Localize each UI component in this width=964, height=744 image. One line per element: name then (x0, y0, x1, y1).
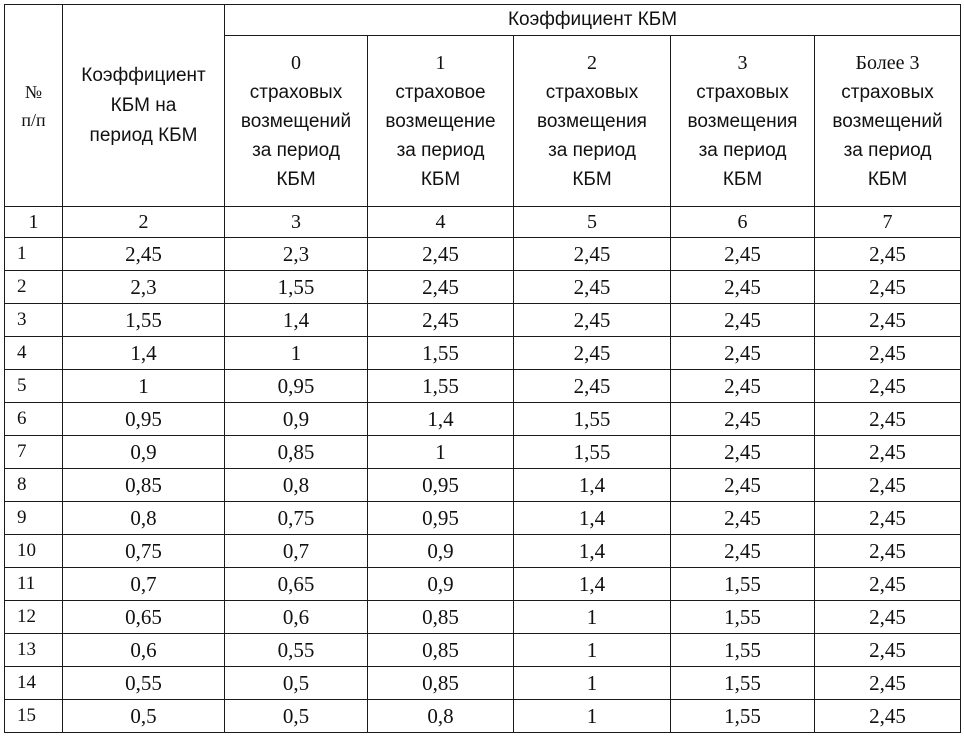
header-num-sign: № (24, 81, 43, 102)
coefficient-cell: 1,4 (514, 568, 671, 601)
coefficient-cell: 1,55 (671, 667, 815, 700)
coefficient-cell: 1,4 (225, 304, 368, 337)
subheader-claims-count: Более 3 (855, 51, 920, 74)
coefficient-cell: 2,45 (671, 469, 815, 502)
subheader-claims-text: КБМ (572, 168, 612, 190)
coefficient-cell: 2,45 (368, 271, 514, 304)
coefficient-cell: 2,45 (671, 271, 815, 304)
coefficient-cell: 0,95 (63, 403, 225, 436)
coefficient-cell: 2,45 (63, 238, 225, 271)
row-number-cell: 14 (5, 667, 63, 700)
coefficient-cell: 0,85 (225, 436, 368, 469)
subheader-claims-text: страховых (696, 81, 789, 103)
column-index-cell: 3 (225, 207, 368, 238)
coefficient-cell: 2,45 (815, 304, 961, 337)
subheader-claims-count: 1 (435, 51, 446, 74)
column-index-cell: 5 (514, 207, 671, 238)
coefficient-cell: 0,5 (63, 700, 225, 733)
coefficient-cell: 0,8 (225, 469, 368, 502)
header-row-number (5, 5, 63, 207)
table-row (5, 271, 961, 304)
table-header (5, 5, 961, 238)
header-period-coefficient-line: Коэффициент (81, 64, 206, 86)
coefficient-cell: 1 (368, 436, 514, 469)
subheader-claims-text: КБМ (867, 168, 908, 190)
coefficient-cell: 1,55 (671, 700, 815, 733)
table-row (5, 601, 961, 634)
coefficient-cell: 2,45 (514, 304, 671, 337)
coefficient-cell: 0,8 (368, 700, 514, 733)
row-number-cell: 10 (5, 535, 63, 568)
coefficient-cell: 1,55 (368, 370, 514, 403)
subheader-claims-2 (514, 36, 671, 207)
coefficient-cell: 0,65 (63, 601, 225, 634)
coefficient-cell: 0,9 (63, 436, 225, 469)
row-number-cell: 3 (5, 304, 63, 337)
coefficient-cell: 0,7 (225, 535, 368, 568)
table-row (5, 502, 961, 535)
subheader-claims-text: возмещения (687, 110, 798, 132)
coefficient-cell: 2,45 (815, 634, 961, 667)
coefficient-cell: 2,45 (815, 601, 961, 634)
coefficient-cell: 1 (514, 634, 671, 667)
subheader-claims-text: за период (698, 139, 787, 161)
subheader-claims-text: возмещение (385, 110, 496, 132)
coefficient-cell: 1 (514, 667, 671, 700)
coefficient-cell: 2,45 (815, 370, 961, 403)
coefficient-cell: 2,45 (815, 436, 961, 469)
row-number-cell: 4 (5, 337, 63, 370)
row-number-cell: 9 (5, 502, 63, 535)
coefficient-cell: 2,45 (671, 502, 815, 535)
coefficient-cell: 2,45 (815, 667, 961, 700)
subheader-claims-text: за период (843, 139, 932, 161)
coefficient-cell: 2,45 (815, 502, 961, 535)
table-row (5, 568, 961, 601)
coefficient-cell: 1 (63, 370, 225, 403)
coefficient-cell: 0,85 (368, 601, 514, 634)
coefficient-cell: 2,45 (514, 337, 671, 370)
coefficient-cell: 2,45 (815, 337, 961, 370)
coefficient-cell: 0,9 (368, 535, 514, 568)
table-row (5, 634, 961, 667)
coefficient-cell: 0,95 (368, 469, 514, 502)
subheader-claims-count: 3 (737, 51, 748, 74)
table-row (5, 667, 961, 700)
coefficient-cell: 0,85 (368, 667, 514, 700)
coefficient-cell: 0,7 (63, 568, 225, 601)
column-index-row (5, 207, 961, 238)
subheader-claims-0 (225, 36, 368, 207)
row-number-cell: 12 (5, 601, 63, 634)
coefficient-cell: 2,45 (671, 238, 815, 271)
coefficient-cell: 2,45 (514, 238, 671, 271)
kbm-coefficient-table (4, 4, 961, 733)
coefficient-cell: 2,45 (671, 337, 815, 370)
table-row (5, 403, 961, 436)
coefficient-cell: 1,55 (368, 337, 514, 370)
coefficient-cell: 2,45 (368, 304, 514, 337)
coefficient-cell: 2,45 (815, 535, 961, 568)
subheader-claims-count: 2 (587, 51, 597, 74)
header-num-abbrev: п/п (21, 109, 46, 130)
coefficient-cell: 2,45 (815, 403, 961, 436)
header-period-coefficient-line: КБМ на (110, 94, 177, 116)
subheader-claims-text: за период (252, 139, 340, 161)
coefficient-cell: 2,3 (225, 238, 368, 271)
coefficient-cell: 2,45 (671, 403, 815, 436)
coefficient-cell: 1,4 (514, 502, 671, 535)
coefficient-cell: 2,45 (671, 304, 815, 337)
coefficient-cell: 1 (514, 601, 671, 634)
row-number-cell: 13 (5, 634, 63, 667)
column-index-cell: 6 (671, 207, 815, 238)
coefficient-cell: 1,4 (514, 535, 671, 568)
subheader-claims-text: возмещения (537, 110, 647, 132)
header-period-coefficient (63, 5, 225, 207)
coefficient-cell: 2,45 (671, 535, 815, 568)
subheader-claims-3 (671, 36, 815, 207)
subheader-claims-text: возмещений (832, 110, 943, 132)
subheader-claims-text: возмещений (240, 110, 352, 132)
row-number-cell: 1 (5, 238, 63, 271)
coefficient-cell: 1,55 (671, 634, 815, 667)
table-row (5, 370, 961, 403)
coefficient-cell: 2,45 (815, 469, 961, 502)
subheader-claims-text: КБМ (722, 168, 763, 190)
coefficient-cell: 2,45 (815, 271, 961, 304)
coefficient-cell: 0,6 (225, 601, 368, 634)
row-number-cell: 5 (5, 370, 63, 403)
coefficient-cell: 0,75 (225, 502, 368, 535)
header-period-coefficient-line: период КБМ (89, 124, 198, 146)
column-index-cell: 1 (5, 207, 63, 238)
coefficient-cell: 1,55 (63, 304, 225, 337)
subheader-claims-text: страховое (395, 81, 486, 103)
table-row (5, 304, 961, 337)
subheader-claims-text: страховых (545, 81, 639, 103)
row-number-cell: 7 (5, 436, 63, 469)
coefficient-cell: 2,45 (368, 238, 514, 271)
subheader-claims-4 (815, 36, 961, 207)
coefficient-cell: 1,55 (225, 271, 368, 304)
coefficient-cell: 0,5 (225, 700, 368, 733)
table-row (5, 700, 961, 733)
coefficient-cell: 1,55 (671, 568, 815, 601)
subheader-claims-text: страховых (841, 81, 934, 103)
coefficient-cell: 1,55 (514, 436, 671, 469)
subheader-claims-count: 0 (291, 51, 301, 74)
coefficient-cell: 2,3 (63, 271, 225, 304)
coefficient-cell: 0,55 (63, 667, 225, 700)
row-number-cell: 8 (5, 469, 63, 502)
table-body (5, 238, 961, 733)
coefficient-cell: 1,55 (514, 403, 671, 436)
coefficient-cell: 2,45 (671, 436, 815, 469)
coefficient-cell: 0,55 (225, 634, 368, 667)
coefficient-cell: 0,5 (225, 667, 368, 700)
coefficient-cell: 0,9 (368, 568, 514, 601)
coefficient-cell: 0,9 (225, 403, 368, 436)
column-index-cell: 2 (63, 207, 225, 238)
coefficient-cell: 0,65 (225, 568, 368, 601)
coefficient-cell: 0,95 (368, 502, 514, 535)
row-number-cell: 2 (5, 271, 63, 304)
row-number-cell: 6 (5, 403, 63, 436)
coefficient-cell: 1,55 (671, 601, 815, 634)
coefficient-cell: 0,8 (63, 502, 225, 535)
table-row (5, 469, 961, 502)
coefficient-cell: 1 (225, 337, 368, 370)
coefficient-cell: 1 (514, 700, 671, 733)
header-kbm-group: Коэффициент КБМ (225, 5, 961, 36)
row-number-cell: 15 (5, 700, 63, 733)
table-row (5, 535, 961, 568)
coefficient-cell: 2,45 (514, 271, 671, 304)
subheader-claims-text: за период (396, 139, 485, 161)
row-number-cell: 11 (5, 568, 63, 601)
subheader-claims-text: КБМ (276, 168, 316, 190)
table-row (5, 436, 961, 469)
coefficient-cell: 0,95 (225, 370, 368, 403)
table-row (5, 238, 961, 271)
coefficient-cell: 1,4 (514, 469, 671, 502)
coefficient-cell: 2,45 (815, 568, 961, 601)
subheader-claims-text: за период (548, 139, 636, 161)
table-row (5, 337, 961, 370)
coefficient-cell: 2,45 (815, 700, 961, 733)
coefficient-cell: 0,85 (63, 469, 225, 502)
coefficient-cell: 2,45 (671, 370, 815, 403)
coefficient-cell: 0,85 (368, 634, 514, 667)
coefficient-cell: 0,75 (63, 535, 225, 568)
subheader-claims-1 (368, 36, 514, 207)
coefficient-cell: 0,6 (63, 634, 225, 667)
subheader-claims-text: страховых (249, 81, 343, 103)
coefficient-cell: 1,4 (63, 337, 225, 370)
column-index-cell: 7 (815, 207, 961, 238)
subheader-claims-text: КБМ (420, 168, 461, 190)
coefficient-cell: 1,4 (368, 403, 514, 436)
column-index-cell: 4 (368, 207, 514, 238)
coefficient-cell: 2,45 (815, 238, 961, 271)
coefficient-cell: 2,45 (514, 370, 671, 403)
